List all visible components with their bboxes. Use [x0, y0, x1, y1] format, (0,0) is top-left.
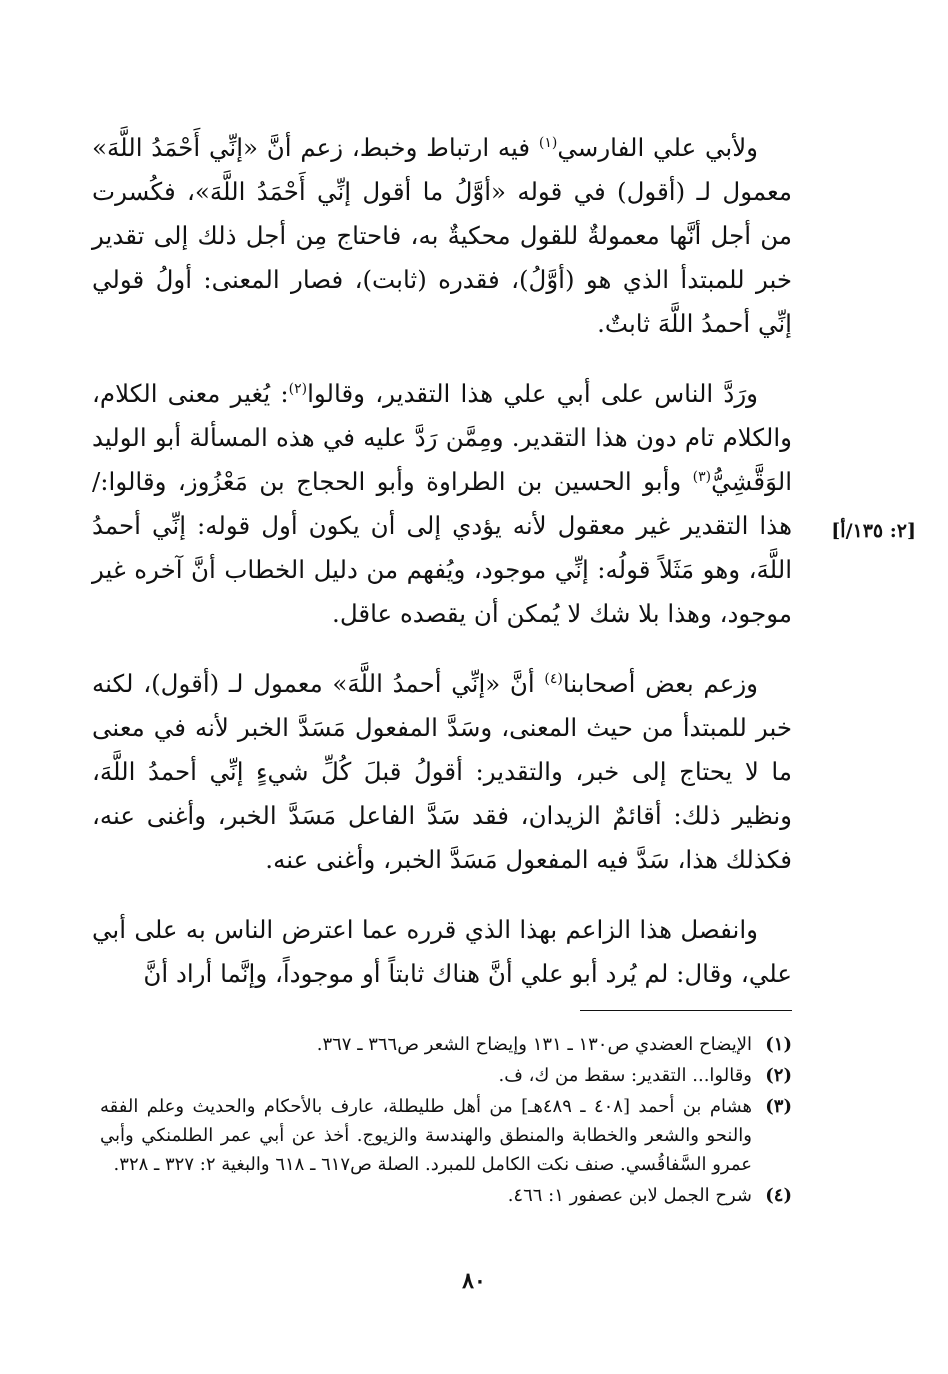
- footnote-number: (٤): [765, 1185, 792, 1206]
- paragraph-4: وانفصل هذا الزاعم بهذا الذي قرره عما اعترض الناس به على أبي علي، وقال: لم يُرد أبو علي أنَّ هناك ثابتاً أو موجوداً، وإنَّما أراد أنَّ: [92, 915, 792, 988]
- paragraph-3: وزعم بعض أصحابنا$^{(٤)}$ أنَّ «إنِّي أحمدُ اللَّهَ» معمول لـ (أقول)، لكنه خبر للمبتدأ من حيث المعنى، وسَدَّ المفعول مَسَدَّ الخبر لأنه في معنى ما لا يحتاج إلى خبر، والتقدير: أقولُ قبلَ كُلِّ شيءٍ إنِّي أحمدُ اللَّهَ، ونظير ذلك: أقائمٌ الزيدان، فقد سَدَّ الفاعل مَسَدَّ الخبر، وأغنى عنه، فكذلك هذا، سَدَّ فيه المفعول مَسَدَّ الخبر، وأغنى عنه.: [92, 669, 792, 874]
- footnotes: [100, 1030, 792, 1212]
- footnote-4: [100, 1181, 792, 1210]
- footnote-ref-3[interactable]: (٣): [692, 468, 712, 485]
- manuscript-margin-reference: [٢: ١٣٥/أ]: [831, 520, 916, 542]
- footnote-ref-2[interactable]: (٢): [288, 380, 308, 397]
- footnote-3: [100, 1092, 792, 1179]
- paragraph-1: ولأبي علي الفارسي$^{(١)}$ فيه ارتباط وخبط، زعم أنَّ «إنِّي أَحْمَدُ اللَّهَ» معمول لـ (أقول) في قوله «أوَّلُ ما أقول إنِّي أَحْمَدُ اللَّهَ»، فكُسرت من أجل أنَّها معمولةٌ للقول محكيةٌ به، فاحتاج مِن أجل ذلك إلى تقدير خبر للمبتدأ الذي هو (أوَّلُ)، فقدره (ثابت)، فصار المعنى: أولُ قولي إنِّي أحمدُ اللَّهَ ثابتٌ.: [92, 133, 793, 338]
- page-number: ٨٠: [462, 1268, 486, 1294]
- footnote-2: [100, 1061, 792, 1090]
- main-text: [92, 126, 792, 1022]
- footnote-ref-4[interactable]: (٤): [544, 670, 563, 687]
- footnote-number: (١): [765, 1034, 792, 1055]
- footnote-number: (٢): [765, 1065, 792, 1086]
- footnote-ref-1[interactable]: (١): [538, 134, 558, 151]
- footnote-text: الإيضاح العضدي ص١٣٠ ـ ١٣١ وإيضاح الشعر ص٣٦٦ ـ ٣٦٧.: [316, 1034, 752, 1055]
- footnote-separator: [580, 1010, 792, 1011]
- footnote-text: وقالوا... التقدير: سقط من ك، ف.: [498, 1065, 752, 1086]
- paragraph-2: ورَدَّ الناس على أبي علي هذا التقدير، وقالوا$^{(٢)}$: يُغير معنى الكلام، والكلام تام دون هذا التقدير. ومِمَّن رَدَّ عليه في هذه المسألة أبو الوليد الوَقَّشِيُّ$^{(٣)}$ وأبو الحسين بن الطراوة وأبو الحجاج بن مَعْزُوز، وقالوا:/ هذا التقدير غير معقول لأنه يؤدي إلى أن يكون أول قوله: إنِّي أحمدُ اللَّهَ، وهو مَثَلاً قولُه: إنِّي موجود، ويُفهم من دليل الخطاب أنَّ آخره غير موجود، وهذا بلا شك لا يُمكن أن يقصده عاقل.: [92, 379, 792, 628]
- footnote-text: شرح الجمل لابن عصفور ١: ٤٦٦.: [507, 1185, 752, 1206]
- footnote-1: [100, 1030, 792, 1059]
- footnote-text: هشام بن أحمد [٤٠٨ ـ ٤٨٩هـ] من أهل طليطلة، عارف بالأحكام والحديث وعلم الفقه والنحو والشعر والخطابة والمنطق والهندسة والزيوج. أخذ عن أبي عمر الطلمنكي وأبي عمرو السَّفاقُسي. صنف نكت الكامل للمبرد. الصلة ص٦١٧ ـ ٦١٨ والبغية ٢: ٣٢٧ ـ ٣٢٨.: [100, 1096, 753, 1175]
- footnote-number: (٣): [765, 1096, 792, 1117]
